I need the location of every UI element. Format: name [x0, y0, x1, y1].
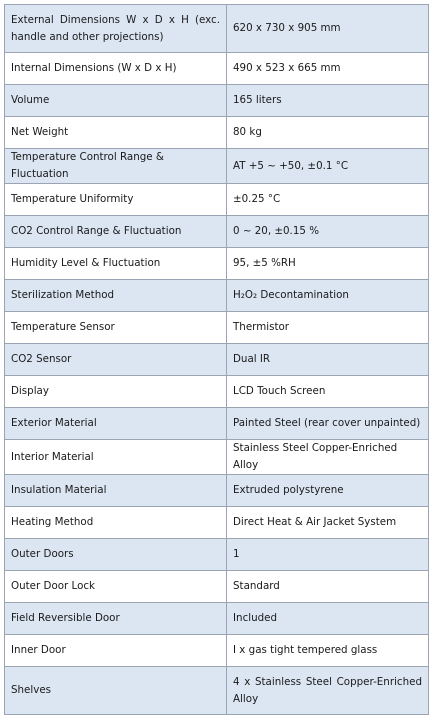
- spec-label: Humidity Level & Fluctuation: [5, 248, 227, 280]
- spec-label: Outer Doors: [5, 539, 227, 571]
- spec-value: LCD Touch Screen: [227, 376, 429, 408]
- spec-value: 80 kg: [227, 117, 429, 149]
- spec-label: External Dimensions W x D x H (exc. handle and other projections): [5, 5, 227, 53]
- table-row: [5, 667, 429, 715]
- spec-label: Outer Door Lock: [5, 571, 227, 603]
- spec-value: AT +5 ~ +50, ±0.1 °C: [227, 149, 429, 184]
- spec-value: 1: [227, 539, 429, 571]
- table-row: [5, 53, 429, 85]
- spec-label: Exterior Material: [5, 408, 227, 440]
- spec-label: Inner Door: [5, 635, 227, 667]
- spec-value: Thermistor: [227, 312, 429, 344]
- spec-value: ±0.25 °C: [227, 184, 429, 216]
- table-row: [5, 312, 429, 344]
- table-row: [5, 408, 429, 440]
- spec-label: Shelves: [5, 667, 227, 715]
- table-row: [5, 280, 429, 312]
- spec-value: Included: [227, 603, 429, 635]
- table-row: [5, 149, 429, 184]
- spec-label: Temperature Sensor: [5, 312, 227, 344]
- spec-label: Sterilization Method: [5, 280, 227, 312]
- spec-label: Display: [5, 376, 227, 408]
- table-row: [5, 248, 429, 280]
- spec-value: Painted Steel (rear cover unpainted): [227, 408, 429, 440]
- spec-label: Volume: [5, 85, 227, 117]
- spec-value: I x gas tight tempered glass: [227, 635, 429, 667]
- spec-label: Insulation Material: [5, 475, 227, 507]
- spec-value: 620 x 730 x 905 mm: [227, 5, 429, 53]
- table-row: [5, 635, 429, 667]
- table-row: [5, 603, 429, 635]
- table-row: [5, 475, 429, 507]
- table-row: [5, 184, 429, 216]
- spec-value: 490 x 523 x 665 mm: [227, 53, 429, 85]
- table-row: [5, 85, 429, 117]
- spec-value: 0 ~ 20, ±0.15 %: [227, 216, 429, 248]
- spec-value: H₂O₂ Decontamination: [227, 280, 429, 312]
- spec-value: Extruded polystyrene: [227, 475, 429, 507]
- spec-value: 165 liters: [227, 85, 429, 117]
- spec-label: Internal Dimensions (W x D x H): [5, 53, 227, 85]
- table-row: [5, 376, 429, 408]
- table-row: [5, 539, 429, 571]
- spec-label: Net Weight: [5, 117, 227, 149]
- spec-label: Temperature Control Range & Fluctuation: [5, 149, 227, 184]
- spec-label: Field Reversible Door: [5, 603, 227, 635]
- spec-label: Heating Method: [5, 507, 227, 539]
- spec-label: Interior Material: [5, 440, 227, 475]
- spec-value: 4 x Stainless Steel Copper-Enriched Alloy: [227, 667, 429, 715]
- table-row: [5, 117, 429, 149]
- spec-value: Direct Heat & Air Jacket System: [227, 507, 429, 539]
- spec-label: CO2 Control Range & Fluctuation: [5, 216, 227, 248]
- spec-value: 95, ±5 %RH: [227, 248, 429, 280]
- table-row: [5, 344, 429, 376]
- table-row: [5, 5, 429, 53]
- table-row: [5, 507, 429, 539]
- spec-value: Dual IR: [227, 344, 429, 376]
- table-row: [5, 571, 429, 603]
- table-row: [5, 216, 429, 248]
- spec-value: Standard: [227, 571, 429, 603]
- table-row: [5, 440, 429, 475]
- specifications-table: [4, 4, 429, 715]
- spec-label: CO2 Sensor: [5, 344, 227, 376]
- spec-label: Temperature Uniformity: [5, 184, 227, 216]
- spec-value: Stainless Steel Copper-Enriched Alloy: [227, 440, 429, 475]
